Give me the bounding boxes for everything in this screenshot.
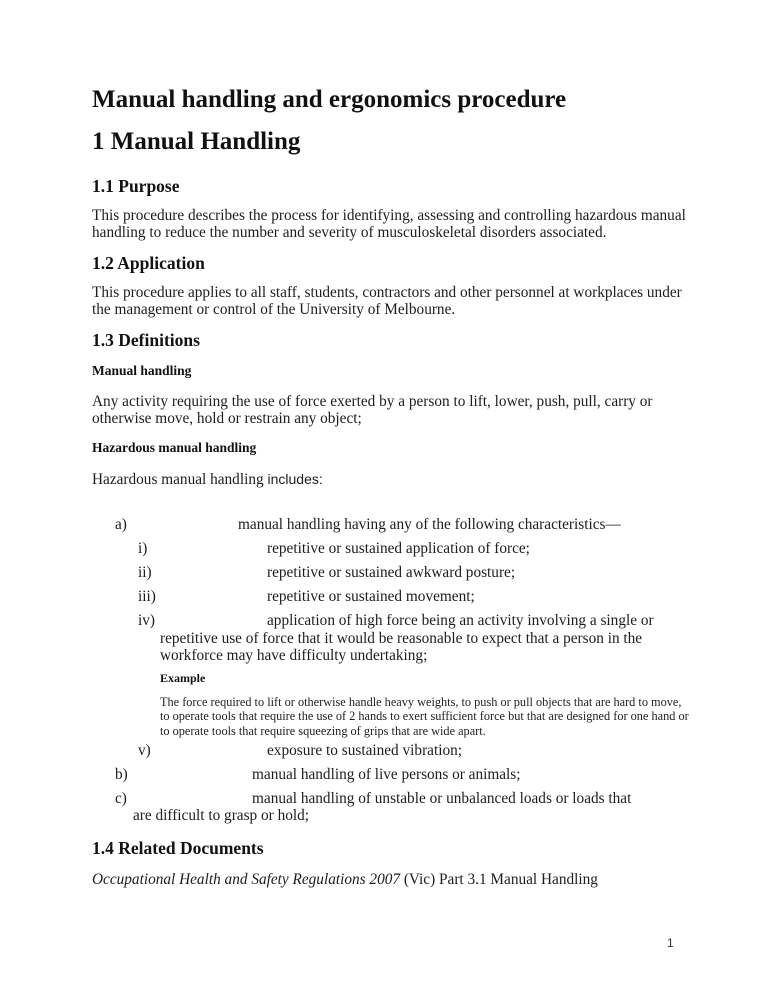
list-item-text-a: manual handling having any of the following characteristics— bbox=[238, 516, 621, 533]
regulation-title: Occupational Health and Safety Regulations 2007 bbox=[92, 871, 401, 888]
term-hazardous-manual-handling: Hazardous manual handling bbox=[92, 440, 257, 455]
hazardous-intro bbox=[92, 471, 692, 488]
subsection-heading-related-documents: 1.4 Related Documents bbox=[92, 838, 264, 858]
list-item-text-c-continuation: are difficult to grasp or hold; bbox=[133, 807, 310, 824]
related-document-reference bbox=[92, 871, 692, 888]
purpose-paragraph: This procedure describes the process for identifying, assessing and controlling hazardous manual handling to reduce the number and severity of musculoskeletal disorders associated. bbox=[92, 207, 686, 241]
list-item-label-iv: iv) bbox=[138, 612, 155, 629]
subsection-heading-application: 1.2 Application bbox=[92, 253, 205, 273]
list-item-text-v: exposure to sustained vibration; bbox=[267, 742, 462, 759]
list-item-text-c: manual handling of unstable or unbalanced loads or loads that bbox=[252, 790, 632, 807]
application-paragraph: This procedure applies to all staff, students, contractors and other personnel at workplaces under the management or control of the University of Melbourne. bbox=[92, 284, 682, 318]
example-heading: Example bbox=[160, 671, 206, 685]
subsection-heading-definitions: 1.3 Definitions bbox=[92, 330, 200, 350]
list-item-label-a: a) bbox=[115, 516, 127, 533]
hazardous-intro-text: Hazardous manual handling bbox=[92, 471, 264, 488]
subsection-heading-purpose: 1.1 Purpose bbox=[92, 176, 180, 196]
list-item-text-b: manual handling of live persons or animals; bbox=[252, 766, 521, 783]
example-body: The force required to lift or otherwise handle heavy weights, to push or pull objects that are hard to move, to operate tools that require the use of 2 hands to exert sufficient force but that are designed for one hand or to operate tools that require squeezing of grips that are wide apart. bbox=[160, 695, 689, 738]
list-item-text-iii: repetitive or sustained movement; bbox=[267, 588, 475, 605]
term-manual-handling: Manual handling bbox=[92, 363, 192, 378]
regulation-part: (Vic) Part 3.1 Manual Handling bbox=[400, 871, 598, 888]
list-item-label-v: v) bbox=[138, 742, 151, 759]
list-item-label-b: b) bbox=[115, 766, 128, 783]
list-item-label-iii: iii) bbox=[138, 588, 156, 605]
list-item-label-i: i) bbox=[138, 540, 148, 557]
list-item-text-iv: application of high force being an activity involving a single or bbox=[267, 612, 654, 629]
definition-manual-handling: Any activity requiring the use of force exerted by a person to lift, lower, push, pull, carry or otherwise move, hold or restrain any object; bbox=[92, 393, 653, 427]
list-item-text-i: repetitive or sustained application of force; bbox=[267, 540, 530, 557]
document-title: Manual handling and ergonomics procedure bbox=[92, 86, 567, 113]
page-number: 1 bbox=[667, 936, 674, 950]
list-item-text-ii: repetitive or sustained awkward posture; bbox=[267, 564, 516, 581]
list-item-label-ii: ii) bbox=[138, 564, 152, 581]
list-item-label-c: c) bbox=[115, 790, 127, 807]
list-item-text-iv-continuation: repetitive use of force that it would be reasonable to expect that a person in the workforce may have difficulty undertaking; bbox=[160, 630, 643, 664]
section-heading-manual-handling: 1 Manual Handling bbox=[92, 128, 301, 155]
hazardous-intro-includes: includes: bbox=[263, 471, 323, 487]
